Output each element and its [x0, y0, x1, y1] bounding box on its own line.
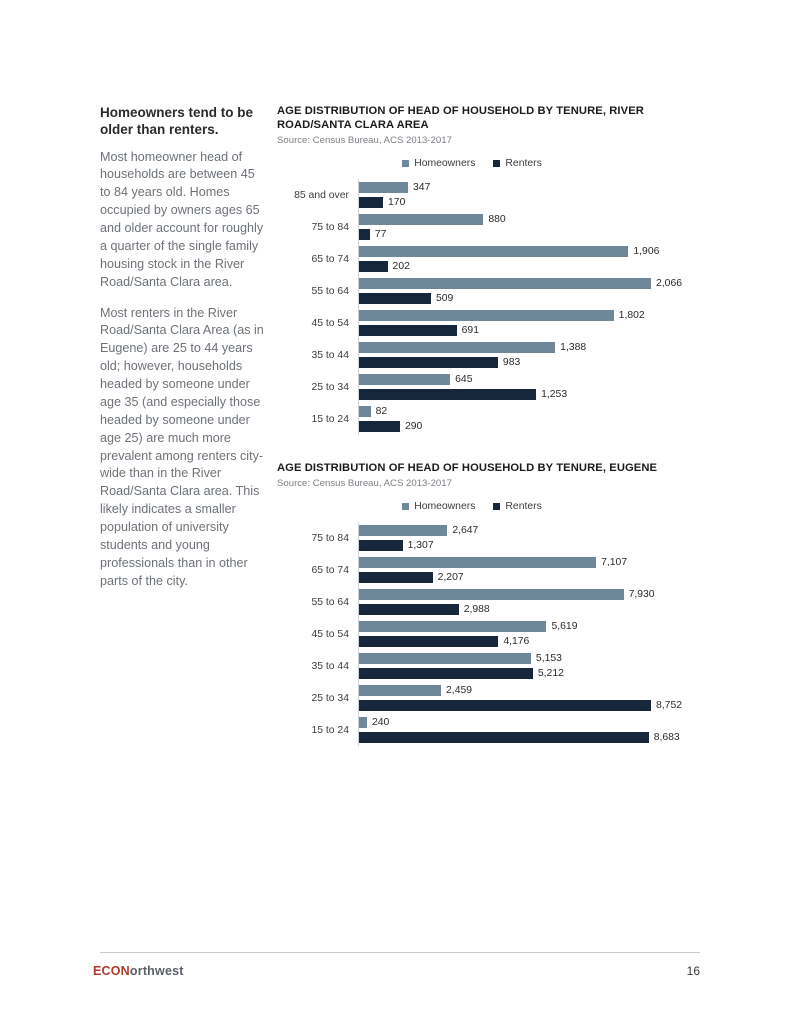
bar-row: [359, 228, 697, 241]
bar-homeowners: [359, 246, 628, 257]
legend-item-homeowners: [402, 501, 475, 512]
category-label: 25 to 34: [311, 692, 349, 704]
legend-item-renters: [493, 158, 541, 169]
bar-homeowners: [359, 557, 596, 568]
bar-renters: [359, 700, 651, 711]
bar-renters: [359, 261, 388, 272]
bar-value-label: 7,107: [601, 557, 628, 569]
bar-row: [359, 260, 697, 273]
bar-renters: [359, 229, 370, 240]
bar-row: [359, 539, 697, 552]
bar-row: [359, 196, 697, 209]
bar-value-label: 82: [375, 406, 388, 418]
legend-label-renters: Renters: [505, 158, 542, 170]
bar-row: [359, 181, 697, 194]
bar-value-label: 1,253: [541, 389, 568, 401]
bar-stack: [358, 339, 697, 371]
bar-row: [359, 652, 697, 665]
legend-label-renters: Renters: [505, 501, 542, 513]
bar-homeowners: [359, 342, 555, 353]
bar-stack: [358, 179, 697, 211]
bar-row: [359, 341, 697, 354]
bar-row: [359, 716, 697, 729]
bar-value-label: 2,207: [437, 572, 464, 584]
bar-homeowners: [359, 278, 651, 289]
legend-label-homeowners: Homeowners: [414, 501, 476, 513]
chart-category-group: [277, 179, 697, 211]
bar-value-label: 1,307: [407, 540, 434, 552]
body-paragraph-1: Most homeowner head of households are between 45 to 84 years old. Homes occupied by owners ages 65 and older account for roughly a quarter of the single family housing stock in the River Road/Santa Clara area.: [100, 149, 264, 289]
bar-row: [359, 213, 697, 226]
chart-title: AGE DISTRIBUTION OF HEAD OF HOUSEHOLD BY TENURE, EUGENE: [277, 462, 658, 474]
footer-divider: [100, 952, 700, 953]
logo-secondary-text: orthwest: [129, 964, 184, 978]
category-label: 75 to 84: [311, 221, 349, 233]
econorthwest-logo: [93, 964, 184, 978]
legend-swatch-renters: [493, 160, 500, 167]
bar-row: [359, 620, 697, 633]
legend-swatch-homeowners: [402, 160, 409, 167]
bar-homeowners: [359, 310, 614, 321]
bar-value-label: 983: [502, 357, 521, 369]
bar-value-label: 2,647: [452, 525, 479, 537]
bar-renters: [359, 197, 383, 208]
bar-homeowners: [359, 717, 367, 728]
bar-row: [359, 420, 697, 433]
bar-homeowners: [359, 653, 531, 664]
chart-category-group: [277, 275, 697, 307]
bar-value-label: 2,066: [656, 278, 683, 290]
chart-category-group: [277, 307, 697, 339]
bar-stack: [358, 522, 697, 554]
bar-stack: [358, 211, 697, 243]
bar-row: [359, 667, 697, 680]
body-paragraph-2: Most renters in the River Road/Santa Clara Area (as in Eugene) are 25 to 44 years old; however, households headed by someone under age 35 (and especially those headed by someone under age 25) are much more prevalent among renters city-wide than in the River Road/Santa Clara area. This likely indicates a smaller population of university students and young professionals than in other parts of the city.: [100, 305, 264, 588]
chart-category-group: [277, 211, 697, 243]
bar-homeowners: [359, 525, 447, 536]
bar-value-label: 5,619: [551, 621, 578, 633]
bar-row: [359, 388, 697, 401]
chart-category-group: [277, 371, 697, 403]
bar-value-label: 1,802: [618, 310, 645, 322]
bar-renters: [359, 357, 498, 368]
category-label: 45 to 54: [311, 628, 349, 640]
bar-value-label: 691: [461, 325, 479, 337]
bar-value-label: 8,752: [656, 700, 683, 712]
bar-value-label: 5,153: [535, 653, 562, 665]
legend-swatch-renters: [493, 503, 500, 510]
bar-row: [359, 245, 697, 258]
category-label: 45 to 54: [311, 317, 349, 329]
category-label: 55 to 64: [311, 285, 349, 297]
page-number: 16: [686, 964, 700, 978]
bar-renters: [359, 732, 649, 743]
bar-row: [359, 324, 697, 337]
bar-renters: [359, 421, 400, 432]
bar-stack: [358, 682, 697, 714]
chart-category-group: [277, 554, 697, 586]
legend-item-homeowners: [402, 158, 475, 169]
chart-category-group: [277, 403, 697, 435]
chart-plot-area: [277, 179, 697, 435]
bar-row: [359, 635, 697, 648]
bar-value-label: 5,212: [537, 668, 564, 680]
bar-value-label: 1,388: [560, 342, 587, 354]
bar-value-label: 7,930: [628, 589, 655, 601]
chart-source: Source: Census Bureau, ACS 2013-2017: [277, 135, 452, 147]
bar-renters: [359, 636, 498, 647]
bar-row: [359, 356, 697, 369]
chart-title: AGE DISTRIBUTION OF HEAD OF HOUSEHOLD BY TENURE, RIVER ROAD/SANTA CLARA AREA: [277, 105, 644, 132]
bar-renters: [359, 389, 536, 400]
bar-row: [359, 603, 697, 616]
bar-homeowners: [359, 374, 450, 385]
bar-row: [359, 571, 697, 584]
bar-stack: [358, 275, 697, 307]
lede-heading: Homeowners tend to be older than renters.: [100, 105, 254, 138]
chart-river-road-santa-clara: [277, 104, 697, 435]
logo-primary-text: ECON: [93, 964, 130, 978]
bar-value-label: 77: [374, 229, 387, 241]
bar-renters: [359, 325, 457, 336]
bar-value-label: 202: [392, 261, 410, 273]
bar-stack: [358, 307, 697, 339]
bar-renters: [359, 572, 433, 583]
category-label: 35 to 44: [311, 660, 349, 672]
bar-stack: [358, 586, 697, 618]
category-label: 15 to 24: [311, 413, 349, 425]
bar-value-label: 2,988: [463, 604, 490, 616]
bar-stack: [358, 371, 697, 403]
bar-renters: [359, 668, 533, 679]
category-label: 75 to 84: [311, 532, 349, 544]
chart-legend: [247, 501, 697, 512]
category-label: 25 to 34: [311, 381, 349, 393]
bar-value-label: 509: [435, 293, 454, 305]
bar-value-label: 8,683: [653, 732, 680, 744]
chart-source: Source: Census Bureau, ACS 2013-2017: [277, 478, 452, 490]
bar-stack: [358, 243, 697, 275]
bar-homeowners: [359, 621, 546, 632]
chart-category-group: [277, 714, 697, 746]
category-label: 65 to 74: [311, 253, 349, 265]
chart-legend: [247, 158, 697, 169]
legend-item-renters: [493, 501, 541, 512]
chart-category-group: [277, 339, 697, 371]
category-label: 35 to 44: [311, 349, 349, 361]
bar-stack: [358, 403, 697, 435]
chart-category-group: [277, 243, 697, 275]
chart-eugene: [277, 461, 697, 746]
bar-value-label: 645: [455, 374, 473, 386]
bar-homeowners: [359, 589, 624, 600]
category-label: 65 to 74: [311, 564, 349, 576]
chart-category-group: [277, 522, 697, 554]
bar-homeowners: [359, 406, 371, 417]
bar-value-label: 170: [388, 197, 406, 209]
bar-value-label: 880: [488, 214, 506, 226]
bar-homeowners: [359, 214, 483, 225]
bar-stack: [358, 554, 697, 586]
bar-stack: [358, 650, 697, 682]
sidebar-text-column: [100, 104, 266, 604]
bar-row: [359, 699, 697, 712]
bar-value-label: 2,459: [446, 685, 473, 697]
bar-homeowners: [359, 685, 441, 696]
category-label: 55 to 64: [311, 596, 349, 608]
legend-swatch-homeowners: [402, 503, 409, 510]
bar-renters: [359, 293, 431, 304]
bar-row: [359, 684, 697, 697]
bar-value-label: 347: [413, 182, 431, 194]
chart-plot-area: [277, 522, 697, 746]
category-label: 15 to 24: [311, 724, 349, 736]
bar-row: [359, 524, 697, 537]
chart-category-group: [277, 586, 697, 618]
bar-value-label: 1,906: [633, 246, 660, 258]
chart-category-group: [277, 650, 697, 682]
bar-stack: [358, 618, 697, 650]
bar-row: [359, 588, 697, 601]
bar-row: [359, 309, 697, 322]
bar-row: [359, 405, 697, 418]
bar-value-label: 240: [372, 717, 390, 729]
bar-row: [359, 373, 697, 386]
chart-category-group: [277, 682, 697, 714]
bar-homeowners: [359, 182, 408, 193]
category-label: 85 and over: [294, 189, 349, 201]
legend-label-homeowners: Homeowners: [414, 158, 476, 170]
bar-stack: [358, 714, 697, 746]
bar-renters: [359, 604, 459, 615]
bar-row: [359, 731, 697, 744]
bar-value-label: 290: [404, 421, 423, 433]
bar-row: [359, 277, 697, 290]
bar-row: [359, 292, 697, 305]
chart-category-group: [277, 618, 697, 650]
bar-value-label: 4,176: [503, 636, 530, 648]
bar-renters: [359, 540, 403, 551]
bar-row: [359, 556, 697, 569]
